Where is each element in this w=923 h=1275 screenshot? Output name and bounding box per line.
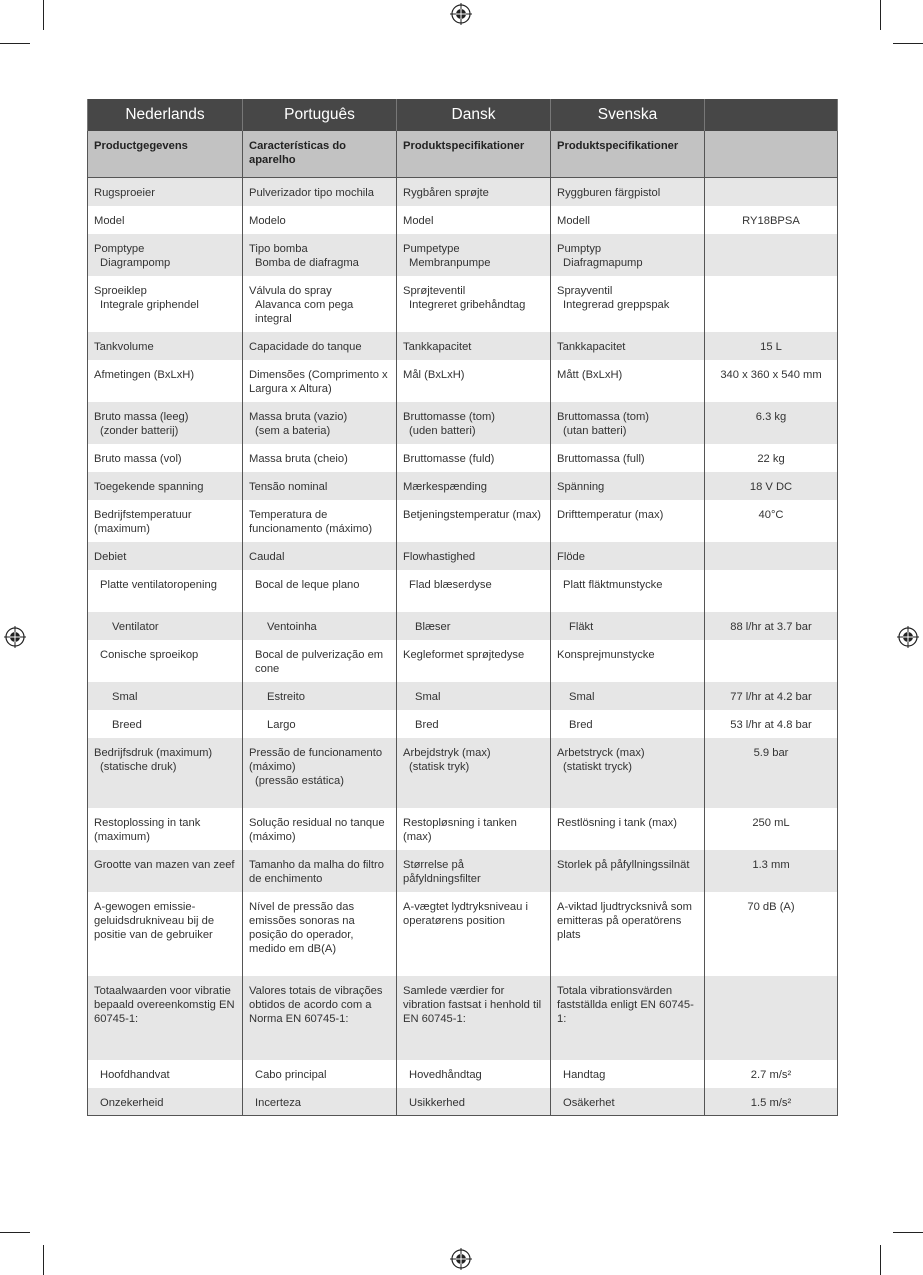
- cell-sv: [551, 682, 705, 710]
- cell-da: [397, 682, 551, 710]
- cell-subtext: (statiskt tryck): [563, 760, 632, 773]
- table-row: [88, 178, 838, 206]
- cell-text: Osäkerhet: [563, 1096, 615, 1109]
- cell-value: [705, 570, 838, 612]
- cell-subtext: Integrale griphendel: [100, 298, 199, 311]
- cell-text: Ryggburen färgpistol: [557, 187, 661, 199]
- cell-text: Toegekende spanning: [94, 480, 204, 493]
- cell-nl: [88, 682, 243, 710]
- cell-subtext: (zonder batterij): [100, 424, 179, 437]
- cell-pt: [243, 206, 397, 234]
- table-row: [88, 276, 838, 332]
- cell-text: Hoofdhandvat: [100, 1068, 170, 1081]
- cell-text: Nível de pressão das emissões sonoras na posição do operador, medido em dB(A): [249, 900, 355, 956]
- table-row: [88, 892, 838, 976]
- table-row: [88, 500, 838, 542]
- cell-text: Arbetstryck (max): [557, 746, 645, 759]
- header-da: Dansk: [397, 99, 551, 131]
- cell-text: Bedrijfstemperatuur (maximum): [94, 508, 192, 535]
- cell-subtext: (sem a bateria): [255, 424, 331, 437]
- cell-nl: [88, 402, 243, 444]
- cell-pt: [243, 402, 397, 444]
- cell-sv: [551, 710, 705, 738]
- cell-text: Dimensões (Comprimento x Largura x Altura): [249, 368, 388, 395]
- cell-subtext: Diafragmapump: [563, 256, 643, 269]
- cell-sv: [551, 332, 705, 360]
- registration-mark-icon: [450, 1248, 472, 1270]
- registration-mark-icon: [450, 3, 472, 25]
- cell-text: Grootte van mazen van zeef: [94, 858, 235, 871]
- cell-nl: [88, 234, 243, 276]
- cell-text: Flöde: [557, 550, 585, 563]
- cell-subtext: Bomba de diafragma: [255, 256, 359, 269]
- cell-sv: [551, 276, 705, 332]
- cell-da: [397, 402, 551, 444]
- cell-text: Smal: [415, 690, 441, 703]
- cell-text: Tankkapacitet: [557, 340, 626, 353]
- cell-text: Pressão de funcionamento (máximo): [249, 746, 383, 773]
- cell-nl: [88, 640, 243, 682]
- cell-text: Fläkt: [569, 620, 594, 633]
- cell-da: [397, 570, 551, 612]
- cell-sv: [551, 500, 705, 542]
- crop-mark: [893, 1232, 923, 1233]
- cell-sv: [551, 178, 705, 206]
- cell-nl: [88, 976, 243, 1060]
- cell-sv: [551, 234, 705, 276]
- cell-da: [397, 850, 551, 892]
- cell-text: Temperatura de funcionamento (máximo): [249, 508, 373, 535]
- cell-pt: [243, 542, 397, 570]
- cell-nl: [88, 542, 243, 570]
- registration-mark-icon: [4, 626, 26, 648]
- cell-pt: [243, 850, 397, 892]
- subheader-sv: Produktspecifikationer: [551, 131, 705, 178]
- cell-text: Pomptype: [94, 242, 145, 255]
- cell-sv: [551, 402, 705, 444]
- cell-value: [705, 178, 838, 206]
- cell-da: [397, 808, 551, 850]
- crop-mark: [880, 0, 881, 30]
- cell-da: [397, 360, 551, 402]
- cell-text: Conische sproeikop: [100, 648, 199, 661]
- header-sv: Svenska: [551, 99, 705, 131]
- cell-nl: [88, 808, 243, 850]
- cell-value: 340 x 360 x 540 mm: [705, 360, 838, 402]
- cell-value: 22 kg: [705, 444, 838, 472]
- cell-text: Betjeningstemperatur (max): [403, 508, 542, 521]
- cell-subtext: Alavanca com pega integral: [255, 298, 354, 325]
- cell-da: [397, 206, 551, 234]
- cell-text: Massa bruta (cheio): [249, 452, 348, 465]
- cell-pt: [243, 1060, 397, 1088]
- cell-da: [397, 976, 551, 1060]
- cell-nl: [88, 612, 243, 640]
- cell-pt: [243, 276, 397, 332]
- cell-text: Spänning: [557, 480, 605, 493]
- cell-subtext: Diagrampomp: [100, 256, 171, 269]
- cell-text: Drifttemperatur (max): [557, 508, 664, 521]
- cell-nl: [88, 206, 243, 234]
- cell-text: Capacidade do tanque: [249, 340, 362, 353]
- cell-sv: [551, 738, 705, 808]
- cell-text: Blæser: [415, 620, 451, 633]
- cell-text: Bruto massa (vol): [94, 452, 182, 465]
- crop-mark: [893, 43, 923, 44]
- cell-sv: [551, 570, 705, 612]
- cell-sv: [551, 612, 705, 640]
- cell-value: 2.7 m/s²: [705, 1060, 838, 1088]
- cell-value: 1.5 m/s²: [705, 1088, 838, 1116]
- cell-text: Samlede værdier for vibration fastsat i henhold til EN 60745-1:: [403, 984, 542, 1025]
- cell-sv: [551, 808, 705, 850]
- table-row: [88, 542, 838, 570]
- cell-text: Usikkerhed: [409, 1096, 465, 1109]
- table-row: [88, 1060, 838, 1088]
- cell-text: Pumpetype: [403, 242, 460, 255]
- subheader-row: [88, 131, 838, 178]
- cell-pt: [243, 1088, 397, 1116]
- cell-pt: [243, 472, 397, 500]
- cell-text: Onzekerheid: [100, 1096, 164, 1109]
- cell-text: Mått (BxLxH): [557, 368, 623, 381]
- cell-subtext: Integrerad greppspak: [563, 298, 670, 311]
- cell-sv: [551, 892, 705, 976]
- cell-pt: [243, 682, 397, 710]
- cell-pt: [243, 738, 397, 808]
- cell-value: [705, 542, 838, 570]
- cell-text: Smal: [112, 690, 138, 703]
- cell-value: 15 L: [705, 332, 838, 360]
- cell-text: Rygbåren sprøjte: [403, 187, 489, 199]
- cell-text: Bedrijfsdruk (maximum): [94, 746, 213, 759]
- cell-text: Caudal: [249, 550, 285, 563]
- cell-sv: [551, 976, 705, 1060]
- cell-subtext: Integreret gribehåndtag: [409, 298, 526, 311]
- cell-text: Størrelse på påfyldningsfilter: [403, 858, 481, 885]
- cell-text: Bred: [415, 718, 439, 731]
- cell-nl: [88, 850, 243, 892]
- cell-value: 1.3 mm: [705, 850, 838, 892]
- cell-text: Restlösning i tank (max): [557, 816, 677, 829]
- table-row: [88, 710, 838, 738]
- crop-mark: [43, 1245, 44, 1275]
- cell-text: Bred: [569, 718, 593, 731]
- cell-text: Bocal de leque plano: [255, 578, 360, 591]
- cell-nl: [88, 1060, 243, 1088]
- table-row: [88, 234, 838, 276]
- cell-sv: [551, 1088, 705, 1116]
- cell-text: Ventilator: [112, 620, 159, 633]
- cell-text: Tensão nominal: [249, 480, 328, 493]
- cell-text: Pumptyp: [557, 242, 602, 255]
- cell-nl: [88, 570, 243, 612]
- cell-nl: [88, 738, 243, 808]
- table-row: [88, 682, 838, 710]
- cell-pt: [243, 976, 397, 1060]
- cell-text: Flowhastighed: [403, 550, 476, 563]
- cell-da: [397, 640, 551, 682]
- cell-pt: [243, 332, 397, 360]
- table-row: [88, 738, 838, 808]
- cell-sv: [551, 360, 705, 402]
- cell-text: Breed: [112, 718, 142, 731]
- cell-pt: [243, 892, 397, 976]
- cell-nl: [88, 178, 243, 206]
- cell-text: Kegleformet sprøjtedyse: [403, 648, 525, 661]
- cell-text: Totala vibrationsvärden fastställda enligt EN 60745-1:: [557, 984, 694, 1025]
- cell-pt: [243, 360, 397, 402]
- cell-text: Tankkapacitet: [403, 340, 472, 353]
- subheader-da: Produktspecifikationer: [397, 131, 551, 178]
- cell-text: Afmetingen (BxLxH): [94, 368, 195, 381]
- cell-text: Platt fläktmunstycke: [563, 578, 663, 591]
- cell-text: Massa bruta (vazio): [249, 410, 348, 423]
- cell-value: [705, 640, 838, 682]
- cell-pt: [243, 444, 397, 472]
- cell-da: [397, 500, 551, 542]
- cell-da: [397, 332, 551, 360]
- cell-nl: [88, 444, 243, 472]
- cell-da: [397, 472, 551, 500]
- cell-value: 70 dB (A): [705, 892, 838, 976]
- cell-sv: [551, 1060, 705, 1088]
- cell-value: 88 l/hr at 3.7 bar: [705, 612, 838, 640]
- cell-pt: [243, 234, 397, 276]
- cell-pt: [243, 640, 397, 682]
- cell-text: Handtag: [563, 1068, 606, 1081]
- cell-text: Mål (BxLxH): [403, 368, 465, 381]
- cell-sv: [551, 206, 705, 234]
- cell-value: [705, 976, 838, 1060]
- cell-text: Tipo bomba: [249, 242, 308, 255]
- subheader-pt: Características do aparelho: [243, 131, 397, 178]
- crop-mark: [880, 1245, 881, 1275]
- cell-text: Cabo principal: [255, 1068, 327, 1081]
- cell-nl: [88, 276, 243, 332]
- cell-da: [397, 276, 551, 332]
- spec-table: [87, 99, 838, 1116]
- cell-nl: [88, 1088, 243, 1116]
- cell-value: 18 V DC: [705, 472, 838, 500]
- table-row: [88, 850, 838, 892]
- table-row: [88, 444, 838, 472]
- cell-value: RY18BPSA: [705, 206, 838, 234]
- cell-text: Válvula do spray: [249, 284, 332, 297]
- cell-text: Totaalwaarden voor vibratie bepaald overeenkomstig EN 60745-1:: [94, 984, 235, 1025]
- cell-text: Incerteza: [255, 1096, 302, 1109]
- cell-text: Arbejdstryk (max): [403, 746, 491, 759]
- cell-text: Largo: [267, 718, 296, 731]
- cell-text: A-vægtet lydtryksniveau i operatørens position: [403, 900, 528, 927]
- cell-text: Bruttomasse (tom): [403, 410, 496, 423]
- cell-text: Modelo: [249, 214, 286, 227]
- cell-text: Solução residual no tanque (máximo): [249, 816, 385, 843]
- cell-text: Rugsproeier: [94, 187, 155, 199]
- cell-nl: [88, 332, 243, 360]
- table-row: [88, 570, 838, 612]
- cell-subtext: (statisk tryk): [409, 760, 470, 773]
- cell-text: Flad blæserdyse: [409, 578, 492, 591]
- cell-text: Bruttomassa (tom): [557, 410, 650, 423]
- cell-text: Bruttomassa (full): [557, 452, 645, 465]
- cell-text: Model: [403, 214, 434, 227]
- table-row: [88, 1088, 838, 1116]
- cell-da: [397, 892, 551, 976]
- cell-text: A-gewogen emissie-geluidsdrukniveau bij de positie van de gebruiker: [94, 900, 215, 941]
- cell-pt: [243, 178, 397, 206]
- cell-pt: [243, 570, 397, 612]
- cell-text: Konsprejmunstycke: [557, 648, 655, 661]
- cell-pt: [243, 808, 397, 850]
- cell-text: Bruttomasse (fuld): [403, 452, 495, 465]
- cell-da: [397, 178, 551, 206]
- cell-text: A-viktad ljudtrycksnivå som emitteras på operatörens plats: [557, 900, 692, 941]
- cell-text: Model: [94, 214, 125, 227]
- cell-da: [397, 234, 551, 276]
- cell-nl: [88, 500, 243, 542]
- cell-sv: [551, 542, 705, 570]
- crop-mark: [0, 1232, 30, 1233]
- cell-text: Platte ventilatoropening: [100, 578, 217, 591]
- cell-text: Ventoinha: [267, 620, 317, 633]
- cell-subtext: (uden batteri): [409, 424, 476, 437]
- table-row: [88, 402, 838, 444]
- crop-mark: [43, 0, 44, 30]
- table-row: [88, 360, 838, 402]
- table-row: [88, 976, 838, 1060]
- cell-value: 6.3 kg: [705, 402, 838, 444]
- cell-sv: [551, 640, 705, 682]
- cell-value: 250 mL: [705, 808, 838, 850]
- cell-pt: [243, 612, 397, 640]
- subheader-value: [705, 131, 838, 178]
- cell-nl: [88, 710, 243, 738]
- cell-text: Smal: [569, 690, 595, 703]
- cell-text: Sprøjteventil: [403, 284, 466, 297]
- cell-pt: [243, 710, 397, 738]
- cell-text: Tamanho da malha do filtro de enchimento: [249, 858, 384, 885]
- cell-subtext: (utan batteri): [563, 424, 627, 437]
- cell-da: [397, 542, 551, 570]
- cell-text: Tankvolume: [94, 340, 154, 353]
- cell-da: [397, 444, 551, 472]
- subheader-nl: Productgegevens: [88, 131, 243, 178]
- cell-text: Pulverizador tipo mochila: [249, 187, 374, 199]
- table-row: [88, 206, 838, 234]
- cell-value: [705, 234, 838, 276]
- cell-nl: [88, 360, 243, 402]
- cell-text: Estreito: [267, 690, 305, 703]
- cell-text: Bocal de pulverização em cone: [255, 648, 384, 675]
- cell-value: [705, 276, 838, 332]
- cell-sv: [551, 444, 705, 472]
- cell-text: Sprayventil: [557, 284, 613, 297]
- cell-value: 53 l/hr at 4.8 bar: [705, 710, 838, 738]
- cell-text: Sproeiklep: [94, 284, 147, 297]
- cell-pt: [243, 500, 397, 542]
- cell-text: Restoplossing in tank (maximum): [94, 816, 201, 843]
- cell-da: [397, 612, 551, 640]
- table-row: [88, 472, 838, 500]
- cell-nl: [88, 892, 243, 976]
- header-value: [705, 99, 838, 131]
- language-header-row: [88, 99, 838, 131]
- cell-da: [397, 1060, 551, 1088]
- cell-subtext: (pressão estática): [255, 774, 344, 787]
- cell-text: Hovedhåndtag: [409, 1068, 482, 1081]
- cell-text: Bruto massa (leeg): [94, 410, 189, 423]
- registration-mark-icon: [897, 626, 919, 648]
- crop-mark: [0, 43, 30, 44]
- cell-da: [397, 710, 551, 738]
- cell-text: Mærkespænding: [403, 480, 487, 493]
- cell-nl: [88, 472, 243, 500]
- table-row: [88, 612, 838, 640]
- cell-value: 5.9 bar: [705, 738, 838, 808]
- cell-da: [397, 738, 551, 808]
- cell-text: Valores totais de vibrações obtidos de acordo com a Norma EN 60745-1:: [249, 984, 383, 1025]
- cell-value: 40°C: [705, 500, 838, 542]
- table-row: [88, 640, 838, 682]
- cell-text: Storlek på påfyllningssilnät: [557, 858, 690, 871]
- cell-subtext: Membranpumpe: [409, 256, 491, 269]
- cell-da: [397, 1088, 551, 1116]
- cell-sv: [551, 850, 705, 892]
- cell-text: Modell: [557, 214, 590, 227]
- table-row: [88, 332, 838, 360]
- header-pt: Português: [243, 99, 397, 131]
- table-row: [88, 808, 838, 850]
- header-nl: Nederlands: [88, 99, 243, 131]
- cell-text: Debiet: [94, 550, 127, 563]
- cell-text: Restopløsning i tanken (max): [403, 816, 517, 843]
- cell-subtext: (statische druk): [100, 760, 177, 773]
- cell-sv: [551, 472, 705, 500]
- cell-value: 77 l/hr at 4.2 bar: [705, 682, 838, 710]
